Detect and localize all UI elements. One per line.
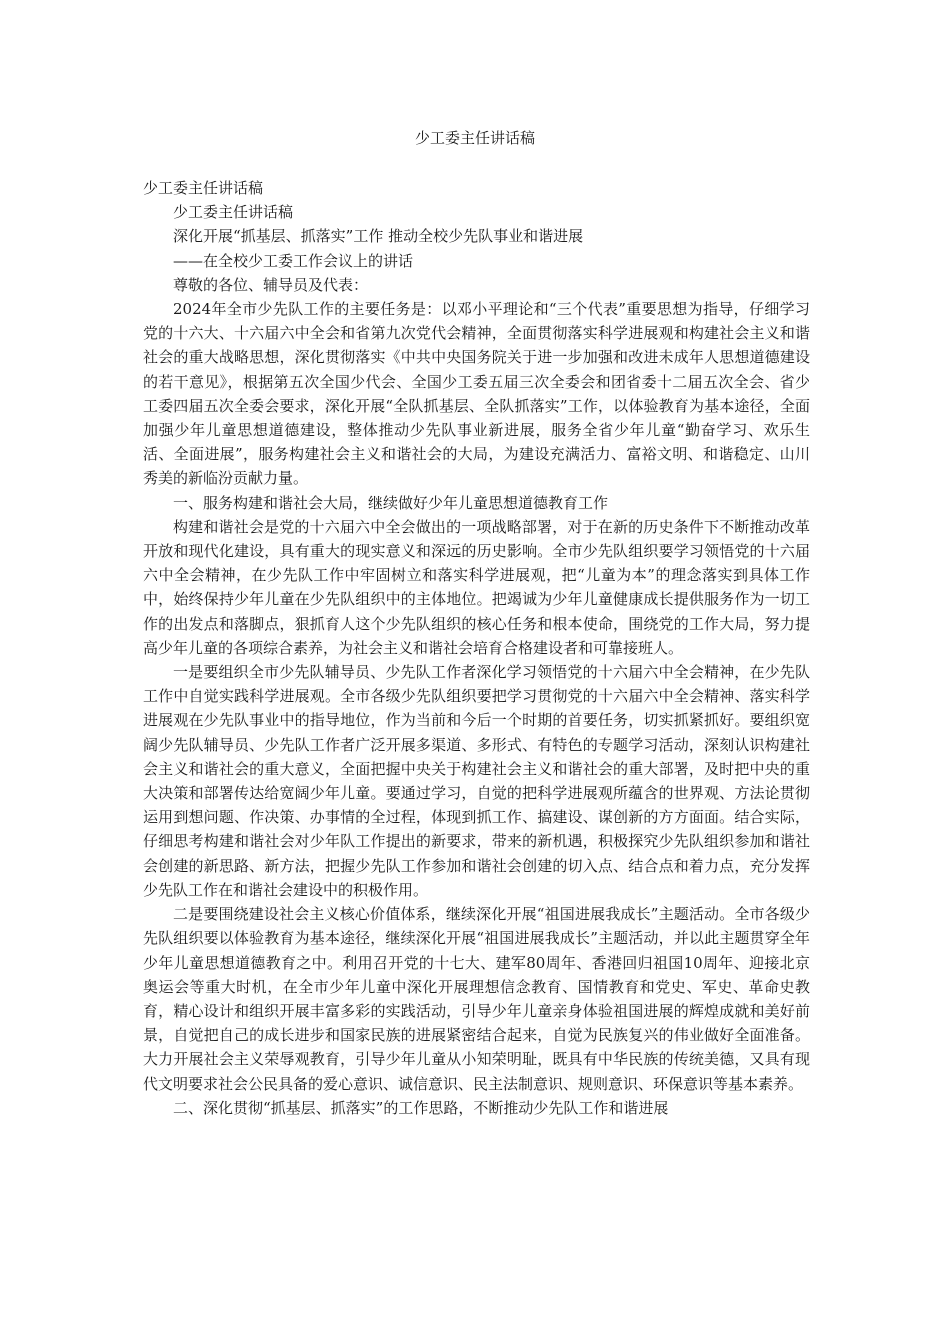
paragraph-speech-title: 深化开展“抓基层、抓落实”工作 推动全校少先队事业和谐进展 bbox=[173, 227, 584, 246]
section-heading-2: 二、深化贯彻“抓基层、抓落实”的工作思路，不断推动少先队工作和谐进展 bbox=[173, 1098, 669, 1117]
paragraph-subtitle: 少工委主任讲话稿 bbox=[173, 203, 294, 222]
paragraph-speech-occasion: ——在全校少工委工作会议上的讲话 bbox=[173, 251, 414, 270]
document-body bbox=[143, 176, 810, 1120]
paragraph-point-two: 二是要围绕建设社会主义核心价值体系，继续深化开展“祖国进展我成长”主题活动。全市各级少先队组织要以体验教育为基本途径，继续深化开展“祖国进展我成长”主题活动，并以此主题贯穿全年少年儿童思想道德教育之中。利用召开党的十七大、建军80周年、香港回归祖国10周年、迎接北京奥运会等重大时机，在全市少年儿童中深化开展理想信念教育、国情教育和党史、军史、革命史教育，精心设计和组织开展丰富多彩的实践活动，引导少年儿童亲身体验祖国进展的辉煌成就和美好前景，自觉把自己的成长进步和国家民族的进展紧密结合起来，自觉为民族复兴的伟业做好全面准备。大力开展社会主义荣辱观教育，引导少年儿童从小知荣明耻，既具有中华民族的传统美德，又具有现代文明要求社会公民具备的爱心意识、诚信意识、民主法制意识、规则意识、环保意识等基本素养。 bbox=[143, 905, 810, 1093]
paragraph-point-one: 一是要组织全市少先队辅导员、少先队工作者深化学习领悟党的十六届六中全会精神，在少先队工作中自觉实践科学进展观。全市各级少先队组织要把学习贯彻党的十六届六中全会精神、落实科学进展观在少先队事业中的指导地位，作为当前和今后一个时期的首要任务，切实抓紧抓好。要组织宽阔少先队辅导员、少先队工作者广泛开展多渠道、多形式、有特色的专题学习活动，深刻认识构建社会主义和谐社会的重大意义，全面把握中央关于构建社会主义和谐社会的重大部署，及时把中央的重大决策和部署传达给宽阔少年儿童。要通过学习，自觉的把科学进展观所蕴含的世界观、方法论贯彻运用到想问题、作决策、办事情的全过程，体现到抓工作、搞建设、谋创新的方方面面。结合实际，仔细思考构建和谐社会对少年队工作提出的新要求，带来的新机遇，积极探究少先队组织参加和谐社会创建的新思路、新方法，把握少先队工作参加和谐社会创建的切入点、结合点和着力点，充分发挥少先队工作在和谐社会建设中的积极作用。 bbox=[143, 663, 810, 899]
paragraph-harmonious-society: 构建和谐社会是党的十六届六中全会做出的一项战略部署，对于在新的历史条件下不断推动改革开放和现代化建设，具有重大的现实意义和深远的历史影响。全市少先队组织要学习领悟党的十六届六中全会精神，在少先队工作中牢固树立和落实科学进展观，把“儿童为本”的理念落实到具体工作中，始终保持少年儿童在少先队组织中的主体地位。把竭诚为少年儿童健康成长提供服务作为一切工作的出发点和落脚点，狠抓育人这个少先队组织的核心任务和根本使命，围绕党的工作大局，努力提高少年儿童的各项综合素养，为社会主义和谐社会培育合格建设者和可靠接班人。 bbox=[143, 517, 810, 657]
paragraph-main-tasks: 2024年全市少先队工作的主要任务是：以邓小平理论和“三个代表”重要思想为指导，仔细学习党的十六大、十六届六中全会和省第九次党代会精神，全面贯彻落实科学进展观和构建社会主义和谐社会的重大战略思想，深化贯彻落实《中共中央国务院关于进一步加强和改进未成年人思想道德建设的若干意见》，根据第五次全国少代会、全国少工委五届三次全委会和团省委十二届五次全会、省少工委四届五次全委会要求，深化开展“全队抓基层、全队抓落实”工作，以体验教育为基本途径，全面加强少年儿童思想道德建设，整体推动少先队事业新进展，服务全省少年儿童“勤奋学习、欢乐生活、全面进展”，服务构建社会主义和谐社会的大局，为建设充满活力、富裕文明、和谐稳定、山川秀美的新临汾贡献力量。 bbox=[143, 300, 810, 488]
paragraph-salutation: 尊敬的各位、辅导员及代表： bbox=[173, 275, 369, 294]
section-heading-1: 一、服务构建和谐社会大局，继续做好少年儿童思想道德教育工作 bbox=[173, 493, 609, 512]
paragraph-heading-repeat: 少工委主任讲话稿 bbox=[143, 179, 264, 197]
document-title: 少工委主任讲话稿 bbox=[414, 129, 535, 147]
